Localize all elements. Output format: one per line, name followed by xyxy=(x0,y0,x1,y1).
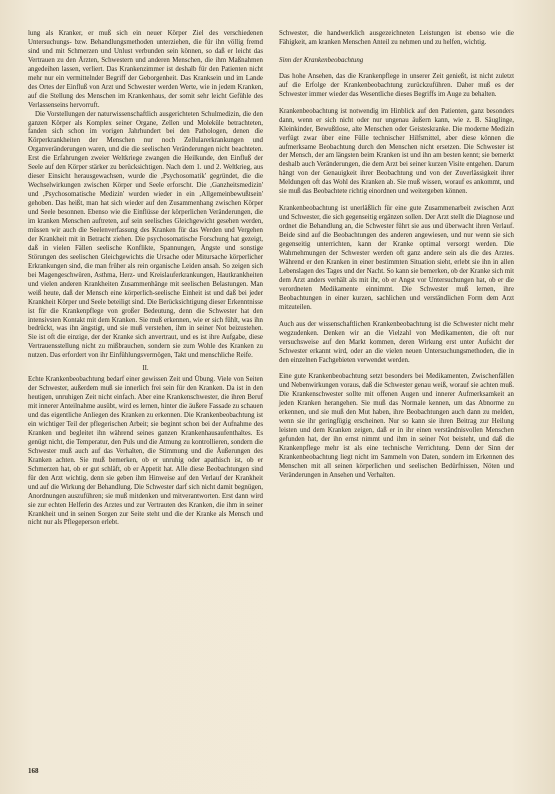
paragraph-gap xyxy=(279,313,514,321)
paragraph: Schwester, die handwerklich ausgezeichneten Leistungen ist ebenso wie die Fähigkeit, am kranken Menschen Anteil zu nehmen und zu helfen, wichtig. xyxy=(279,30,514,46)
right-column xyxy=(279,30,514,481)
page-number: 168 xyxy=(28,767,39,775)
paragraph: Auch aus der wissenschaftlichen Krankenbeobachtung ist die Schwester nicht mehr wegzudenken. Denken wir an die Vielzahl von Medikamenten, die oft nur versuchsweise auf den Markt kommen, deren Wirkung erst unter Aufsicht der Schwester erkannt wird, oder an die vielen neuen Untersuchungsmethoden, die in den einzelnen Fachgebieten verwendet werden. xyxy=(279,320,514,364)
paragraph: Krankenbeobachtung ist notwendig im Hinblick auf den Patienten, ganz besonders dann, wenn er sich nicht oder nur ungenau äußern kann, wie z. B. Säuglinge, Kleinkinder, Bewußtlose, alte Menschen oder Geisteskranke. Die moderne Medizin verfügt zwar über eine Fülle technischer Hilfsmittel, aber diese können die aufmerksame Beobachtung durch den Menschen nicht ersetzen. Die Schwester ist der Mensch, der am längsten beim Kranken ist und ihn am besten kennt; sie bemerkt deshalb auch Veränderungen, die dem Arzt bei seiner kurzen Visite entgehen. Darum hängt von der Genauigkeit ihrer Beobachtung und von der Zuverlässigkeit ihrer Meldungen oft das Wohl des Kranken ab. Sie muß wissen, worauf es ankommt, und sie muß das Beobachtete richtig einordnen und weitergeben können. xyxy=(279,107,514,196)
paragraph: lung als Kranker, er muß sich ein neuer Körper Ziel des verschiedenen Untersuchungs- bzw. Behandlungsmethoden unterziehen, die für ihn völlig fremd sind und mit Schmerzen und Unlust verbunden sein können, so daß er leicht das Vertrauen zu den Ärzten, Schwestern und anderen Menschen, die ihm Maßnahmen angedeihen lassen, verliert. Das Krankenzimmer ist deshalb für den Patienten nicht mehr nur ein vermittelnder Begriff der Geborgenheit. Das Kranksein und im Lande des Ortes der Einfluß von Arzt und Schwester werden Werte, wie in jedem Kranken, auf die Stellung des Menschen im Krankenhaus, der somit sehr leicht Gefühle des Verlassenseins hervorruft. xyxy=(28,30,263,109)
left-column xyxy=(28,30,263,528)
paragraph-gap xyxy=(279,365,514,373)
paragraph: Krankenbeobachtung ist unerläßlich für eine gute Zusammenarbeit zwischen Arzt und Schwester, die sich gegenseitig ergänzen sollen. Der Arzt stellt die Diagnose und ordnet die Behandlung an, die Schwester führt sie aus und überwacht ihren Verlauf. Beide sind auf die Beobachtungen des anderen angewiesen, und nur wenn sie sich gegenseitig unterrichten, kann der Kranke optimal versorgt werden. Die Wahrnehmungen der Schwester werden oft ganz andere sein als die des Arztes. Während er den Kranken in einer bestimmten Situation sieht, erlebt sie ihn in allen Lebenslagen des Tages und der Nacht. So kann sie bemerken, ob der Kranke sich mit dem Arzt anders verhält als mit ihr, ob er Angst vor Untersuchungen hat, ob er die verordneten Medikamente einnimmt. Die Schwester muß lernen, ihre Beobachtungen in einer kurzen, sachlichen und verständlichen Form dem Arzt mitzuteilen. xyxy=(279,205,514,311)
paragraph-gap xyxy=(279,197,514,205)
section-number: II. xyxy=(142,365,149,373)
paragraph: Eine gute Krankenbeobachtung setzt besonders bei Medikamenten, Zwischenfällen und Nebenwirkungen voraus, daß die Schwester genau weiß, worauf sie achten muß. Die Krankenschwester sollte mit offenen Augen und innerer Aufmerksamkeit an jeden Kranken herangehen. Sie muß das Normale kennen, um das Abnorme zu erkennen, und sie muß den Mut haben, ihre Beobachtungen auch dann zu melden, wenn sie ihr geringfügig erscheinen. Nur so kann sie ihren Beitrag zur Heilung leisten und dem Kranken zeigen, daß er in ihr einen verständnisvollen Menschen gefunden hat, der ihn ernst nimmt und ihm in seiner Not beisteht, und daß die Krankenpflege mehr ist als eine technische Verrichtung. Denn der Sinn der Krankenbeobachtung liegt nicht im Sammeln von Daten, sondern im Erkennen des Menschen mit all seinen körperlichen und seelischen Bedürfnissen, Nöten und Veränderungen in Ansehen und Verhalten. xyxy=(279,373,514,479)
paragraph: Die Vorstellungen der naturwissenschaftlich ausgerichteten Schulmedizin, die den ganzen Körper als Komplex seiner Organe, Zellen und Moleküle betrachteten, fanden sich schon im vorigen Jahrhundert bei den Pathologen, denen die Körperkrankheiten der Menschen nur noch Zellularerkrankungen und Organveränderungen waren, und die die seelischen Veränderungen nicht beachteten. Erst die Erfahrungen zweier Weltkriege zwangen die Heilkunde, den Einfluß der Seele auf den Körper stärker zu berücksichtigen. Nach dem 1. und 2. Weltkrieg, aus dieser Einsicht herausgewachsen, wurde die ‚Psychosomatik' gegründet, die die Wechselwirkungen zwischen Körper und Seele erforscht. Die ‚Ganzheitsmedizin' und ‚Psychosomatische Medizin' wurden wieder in ein ‚Allgemeinbewußtsein' gehoben. Das heißt, man hat sich wieder auf den Zusammenhang zwischen Körper und Seele besonnen. Ebenso wie die Einflüsse der körperlichen Veränderungen, die im kranken Menschen auftreten, auf sein seelisches Gleichgewicht gesehen werden, müssen wir auch die Seelenverfassung des Kranken für das Werden und Vergehen der Krankheit mit in Betracht ziehen. Die psychosomatische Forschung hat gezeigt, daß in vielen Fällen seelische Konflikte, Spannungen, Ängste und sonstige Störungen des seelischen Gleichgewichts die Ursache oder Mitursache körperlicher Erkrankungen sind, die man früher als rein organische Leiden ansah. So zeigen sich bei Magengeschwüren, Asthma, Herz- und Kreislauferkrankungen, Hautkrankheiten und vielen anderen Krankheiten Zusammenhänge mit seelischen Belastungen. Man weiß heute, daß der Mensch eine körperlich-seelische Einheit ist und daß bei jeder Krankheit Körper und Seele beteiligt sind. Die Berücksichtigung dieser Erkenntnisse ist für die Krankenpflege von großer Bedeutung, denn die Schwester hat den intensivsten Kontakt mit dem Kranken. Sie muß erkennen, wie er sich fühlt, was ihn bedrückt, was ihn ängstigt, und sie muß verstehen, ihm in seiner Not beizustehen. Sie ist oft die einzige, der der Kranke sich anvertraut, und es ist ihre Aufgabe, diese Vertrauensstellung nicht zu mißbrauchen, sondern sie zum Wohle des Kranken zu nutzen. Das erfordert von ihr Einfühlungsvermögen, Takt und menschliche Reife. xyxy=(28,110,263,360)
section-title: Sinn der Krankenbeobachtung xyxy=(279,56,364,64)
paragraph: Das hohe Ansehen, das die Krankenpflege in unserer Zeit genießt, ist nicht zuletzt auf die Erfolge der Krankenbeobachtung zurückzuführen. Daher muß es der Schwester immer wieder das Wesentliche dieses Begriffs im Auge zu behalten. xyxy=(279,72,514,98)
paragraph: Echte Krankenbeobachtung bedarf einer gewissen Zeit und Übung. Viele von Seiten der Schwester, außerdem muß sie innerlich frei sein für den Kranken. Da ist in den heutigen, unruhigen Zeit nicht einfach. Aber eine Krankenschwester, die ihren Beruf mit innerer Anteilnahme ausübt, wird es lernen, hinter die äußere Fassade zu schauen und das eigentliche Anliegen des Kranken zu erkennen. Die Krankenbeobachtung ist ein wichtiger Teil der pflegerischen Arbeit; sie beginnt schon bei der Aufnahme des Kranken und begleitet ihn während seines ganzen Krankenhausaufenthaltes. Es genügt nicht, die Temperatur, den Puls und die Atmung zu kontrollieren, sondern die Schwester muß auch auf das Verhalten, die Stimmung und die Äußerungen des Kranken achten. Sie muß bemerken, ob er unruhig oder apathisch ist, ob er Schmerzen hat, ob er gut schläft, ob er Appetit hat. Alle diese Beobachtungen sind für den Arzt wichtig, denn sie geben ihm Hinweise auf den Verlauf der Krankheit und auf die Wirkung der Behandlung. Die Schwester darf sich nicht damit begnügen, Anordnungen auszuführen; sie muß mitdenken und mitverantworten. Erst dann wird sie zur echten Helferin des Arztes und zur Vertrauten des Kranken, die ihm in seiner Krankheit und in seinen Sorgen zur Seite steht und die der Kranke als Mensch und nicht nur als Pflegeperson erlebt. xyxy=(28,376,263,527)
paragraph-gap xyxy=(279,100,514,108)
